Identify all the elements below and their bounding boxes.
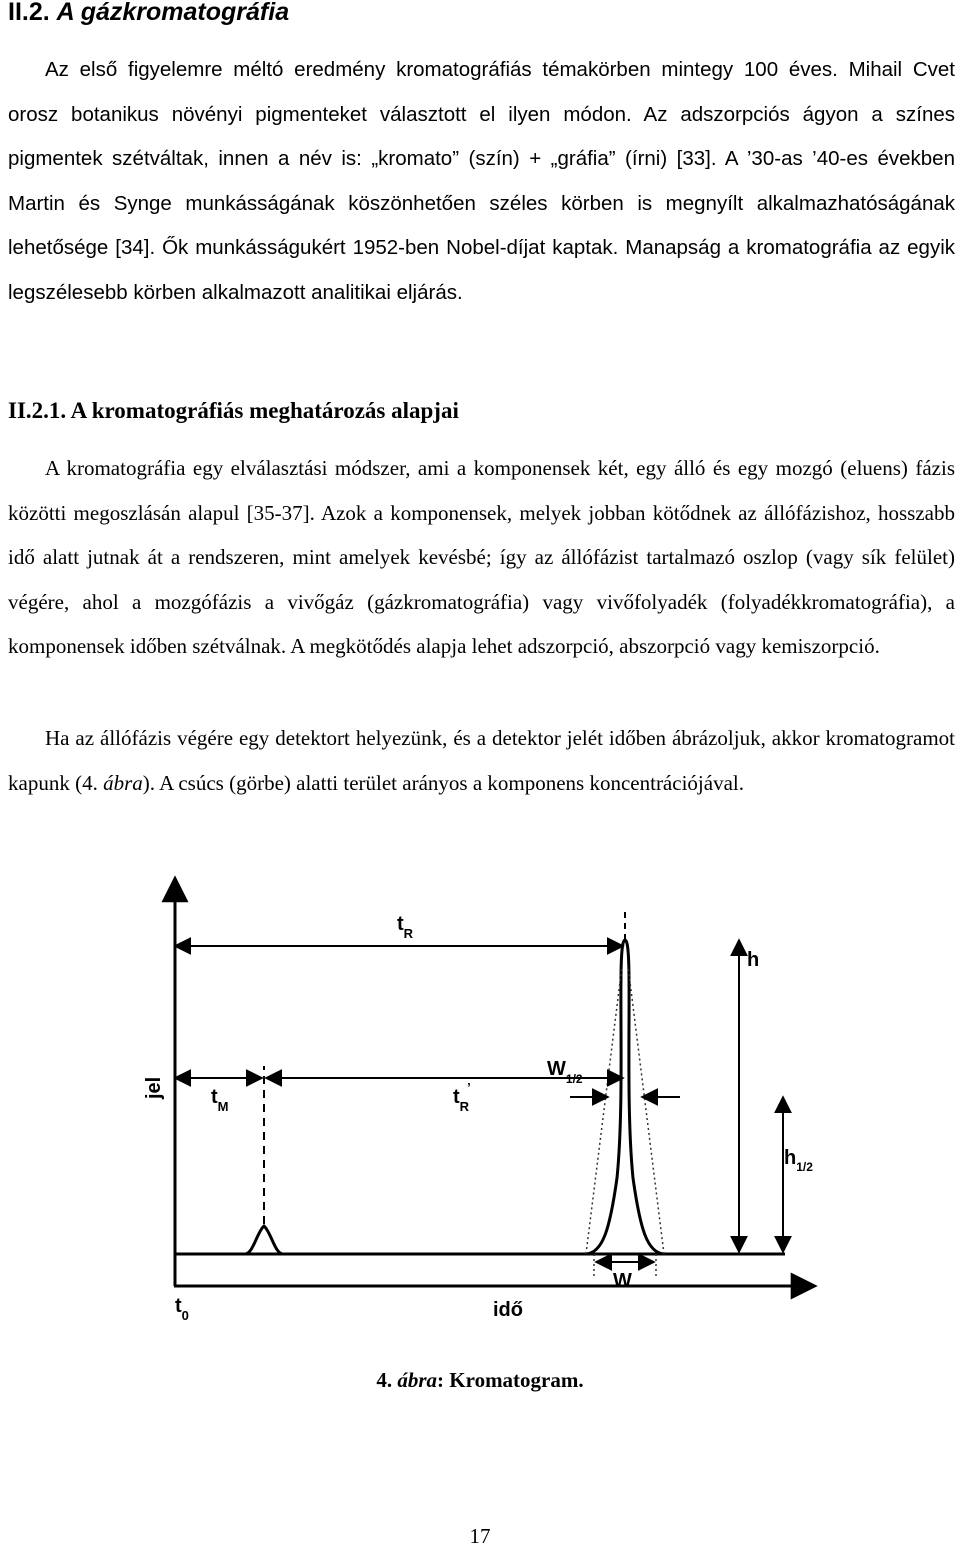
section-heading bbox=[8, 0, 289, 28]
t0-label: $t_0$ bbox=[175, 1295, 189, 1323]
subsection-heading: II.2.1. A kromatográfiás meghatározás alapjai bbox=[8, 398, 459, 423]
page-number: 17 bbox=[469, 1524, 491, 1548]
chromatogram-figure bbox=[135, 868, 825, 1338]
figure-caption: 4. ábra: Kromatogram. bbox=[376, 1368, 584, 1392]
y-axis-label: jel bbox=[143, 1076, 165, 1099]
figure-reference: ábra bbox=[103, 770, 143, 795]
x-axis-label: idő bbox=[493, 1299, 523, 1321]
tr-label: $t_R$ bbox=[397, 913, 414, 941]
tm-label: $t_M$ bbox=[211, 1086, 229, 1114]
h-label: h bbox=[747, 949, 760, 971]
section-title: A gázkromatográfia bbox=[56, 0, 290, 26]
intro-paragraph-text: Az első figyelemre méltó eredmény kromatográfiás témakörben mintegy 100 éves. Mihail Cvet orosz botanikus növényi pigmenteket választott el ilyen módon. Az adszorpciós ágyon a színes pigmentek szétváltak, innen a név is: „kromato” (szín) + „gráfia” (írni) [33]. A ’30-as ’40-es években Martin és Synge munkásságának köszönhetően széles körben is megnyílt alkalmazhatóságának lehetősége [34]. Ők munkásságukért 1952-ben Nobel-díjat kaptak. Manapság a kromatográfia az egyik legszélesebb körben alkalmazott analitikai eljárás. bbox=[8, 58, 955, 304]
w-half-label: $W_{1/2}$ bbox=[547, 1058, 583, 1086]
method-paragraph-text: A kromatográfia egy elválasztási módszer, ami a komponensek két, egy álló és egy mozgó (eluens) fázis közötti megoszlásán alapul [35-37]. Azok a komponensek, melyek jobban kötődnek az állófázishoz, hosszabb idő alatt jutnak át a rendszeren, mint amelyek kevésbé; így az állófázist tartalmazó oszlop (vagy sík felület) végére, ahol a mozgófázis a vivőgáz (gázkromatográfia) vagy vivőfolyadék (folyadékkromatográfia), a komponensek időben szétválnak. A megkötődés alapja lehet adszorpció, abszorpció vagy kemiszorpció. bbox=[8, 456, 955, 658]
intro-paragraph bbox=[8, 48, 955, 315]
method-paragraph bbox=[8, 446, 955, 669]
chromatogram-paragraph: Ha az állófázis végére egy detektort helyezünk, és a detektor jelét időben ábrázoljuk, akkor kromatogramot kapunk (4. ábra). A csúcs (görbe) alatti terület arányos a komponens koncentrációjával. bbox=[8, 726, 955, 795]
w-label: W bbox=[613, 1270, 632, 1292]
h-half-label: $h_{1/2}$ bbox=[784, 1147, 813, 1174]
small-peak bbox=[245, 1226, 283, 1254]
tr-prime-label: $t_R$’ bbox=[453, 1080, 471, 1114]
left-tangent-line bbox=[586, 966, 622, 1254]
right-tangent-line bbox=[628, 966, 664, 1254]
section-number: II.2. bbox=[8, 0, 50, 26]
